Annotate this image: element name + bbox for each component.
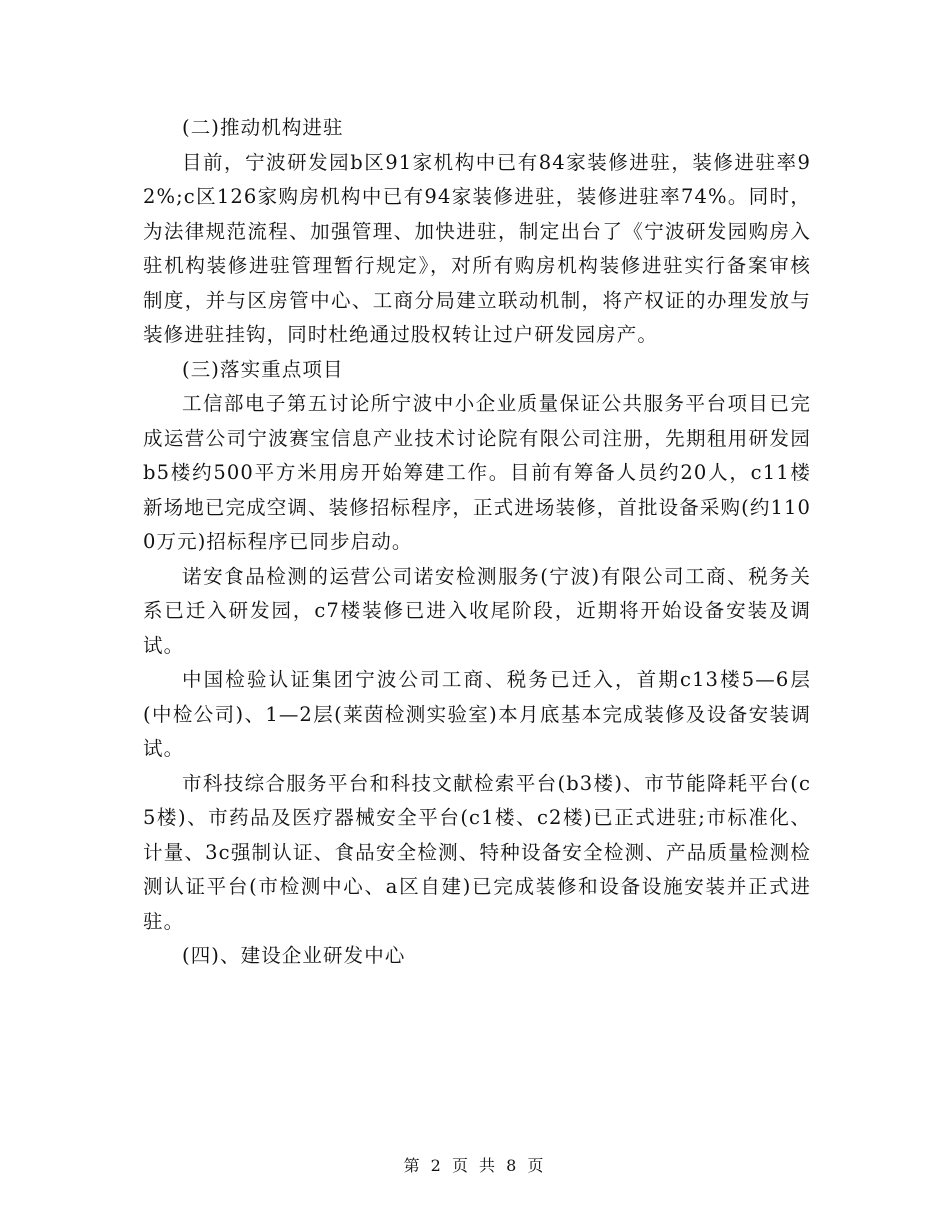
paragraph-ccic-ningbo: 中国检验认证集团宁波公司工商、税务已迁入，首期c13楼5—6层(中检公司)、1—2层(莱茵检测实验室)本月底基本完成装修及设备安装调试。 <box>143 668 811 760</box>
document-body <box>143 111 811 974</box>
paragraph-platforms: 市科技综合服务平台和科技文献检索平台(b3楼)、市节能降耗平台(c5楼)、市药品及医疗器械安全平台(c1楼、c2楼)已正式进驻;市标准化、计量、3c强制认证、食品安全检测、特种设备安全检测、产品质量检测检测认证平台(市检测中心、a区自建)已完成装修和设备设施安装并正式进驻。 <box>143 771 811 933</box>
paragraph-noan-testing: 诺安食品检测的运营公司诺安检测服务(宁波)有限公司工商、税务关系已迁入研发园，c7楼装修已进入收尾阶段，近期将开始设备安装及调试。 <box>143 564 811 657</box>
section-heading-4: (四)、建设企业研发中心 <box>182 944 406 967</box>
page-number-footer: 第 2 页 共 8 页 <box>403 1156 547 1175</box>
paragraph-institution-entry: 目前，宁波研发园b区91家机构中已有84家装修进驻，装修进驻率92%;c区126家购房机构中已有94家装修进驻，装修进驻率74%。同时，为法律规范流程、加强管理、加快进驻，制定出台了《宁波研发园购房入驻机构装修进驻管理暂行规定》，对所有购房机构装修进驻实行备案审核制度，并与区房管中心、工商分局建立联动机制，将产权证的办理发放与装修进驻挂钩，同时杜绝通过股权转让过户研发园房产。 <box>143 150 811 346</box>
section-heading-3: (三)落实重点项目 <box>182 357 344 381</box>
paragraph-ceprei-project: 工信部电子第五讨论所宁波中小企业质量保证公共服务平台项目已完成运营公司宁波赛宝信息产业技术讨论院有限公司注册，先期租用研发园b5楼约500平方米用房开始筹建工作。目前有筹备人员约20人，c11楼新场地已完成空调、装修招标程序，正式进场装修，首批设备采购(约1100万元)招标程序已同步启动。 <box>143 392 811 553</box>
section-heading-2: (二)推动机构进驻 <box>182 116 344 139</box>
